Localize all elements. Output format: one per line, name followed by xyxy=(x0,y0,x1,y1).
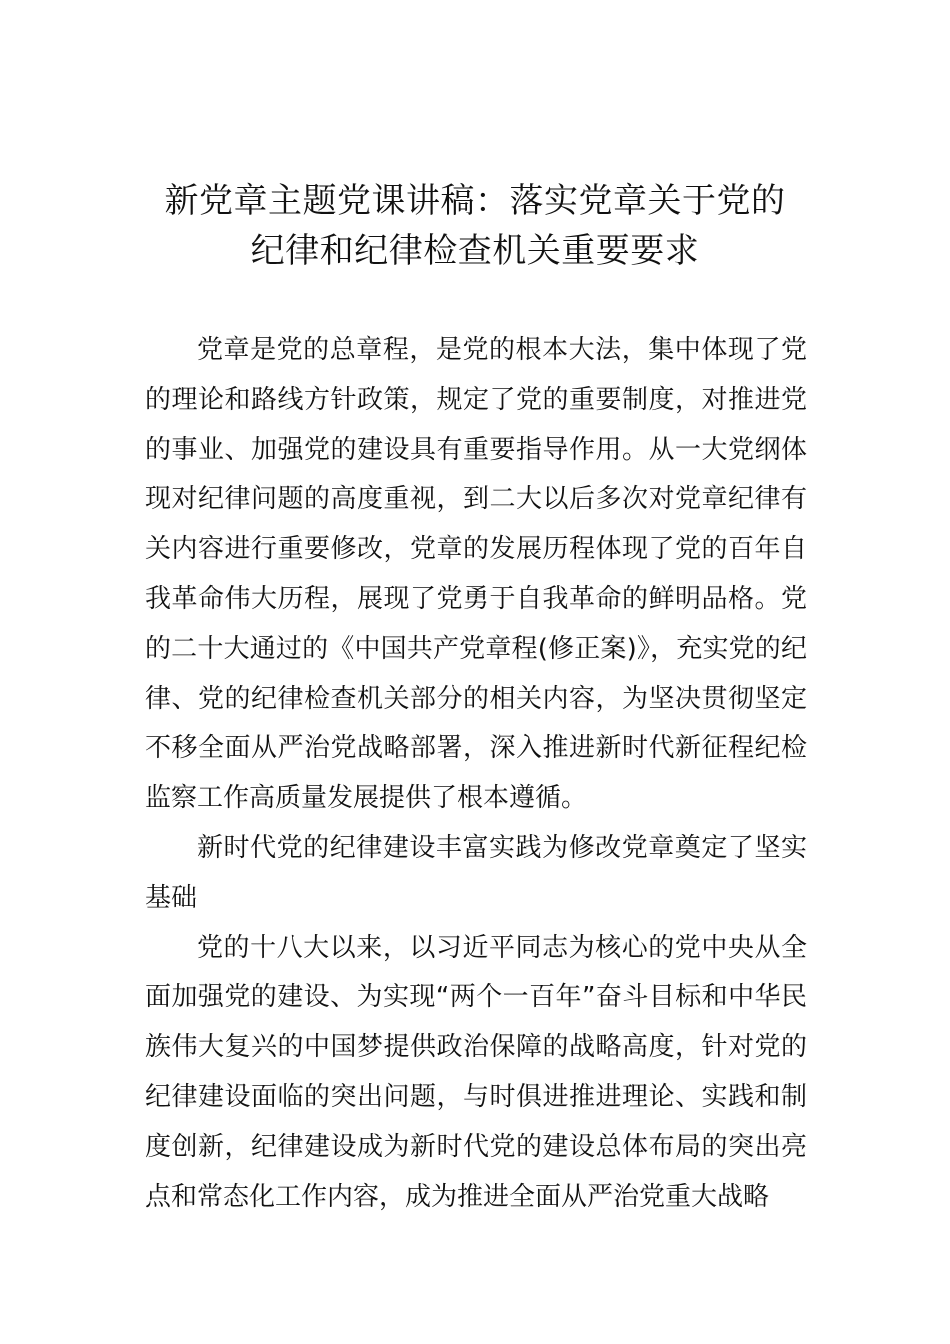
document-title xyxy=(140,176,810,276)
section-heading: 新时代党的纪律建设丰富实践为修改党章奠定了坚实基础 xyxy=(145,832,807,913)
paragraph-intro: 党章是党的总章程，是党的根本大法，集中体现了党的理论和路线方针政策，规定了党的重要制度，对推进党的事业、加强党的建设具有重要指导作用。从一大党纲体现对纪律问题的高度重视，到二大以后多次对党章纪律有关内容进行重要修改，党章的发展历程体现了党的百年自我革命伟大历程，展现了党勇于自我革命的鲜明品格。党的二十大通过的《中国共产党章程(修正案)》，充实党的纪律、党的纪律检查机关部分的相关内容，为坚决贯彻坚定不移全面从严治党战略部署，深入推进新时代新征程纪检监察工作高质量发展提供了根本遵循。 xyxy=(145,335,807,814)
title-line-1: 新党章主题党课讲稿：落实党章关于党的 xyxy=(164,181,786,221)
paragraph-section-1: 党的十八大以来，以习近平同志为核心的党中央从全面加强党的建设、为实现“两个一百年”奋斗目标和中华民族伟大复兴的中国梦提供政治保障的战略高度，针对党的纪律建设面临的突出问题，与时俱进推进理论、实践和制度创新，纪律建设成为新时代党的建设总体布局的突出亮点和常态化工作内容，成为推进全面从严治党重大战略 xyxy=(145,932,807,1212)
document-body xyxy=(145,326,807,1222)
title-line-2: 纪律和纪律检查机关重要要求 xyxy=(250,231,700,271)
